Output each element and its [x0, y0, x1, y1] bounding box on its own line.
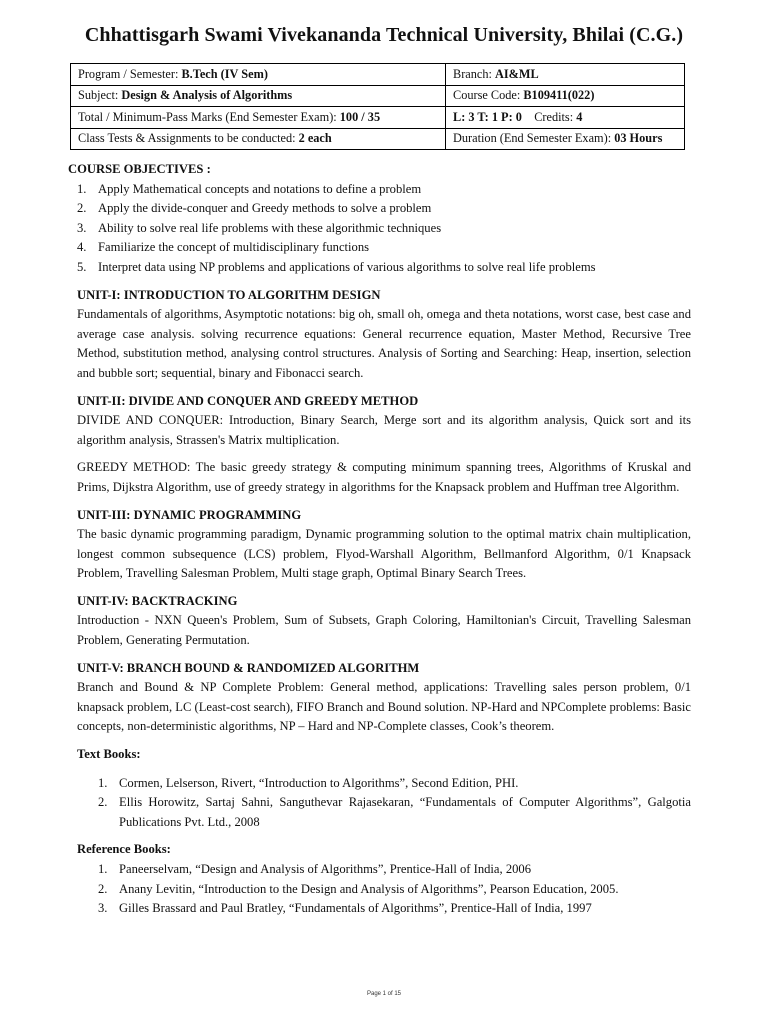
branch-value: AI&ML — [495, 66, 539, 81]
item-text: Gilles Brassard and Paul Bratley, “Fundamentals of Algorithms”, Prentice-Hall of India, 1997 — [119, 901, 592, 916]
ltp-value: L: 3 T: 1 P: 0 — [453, 109, 522, 124]
table-row — [71, 128, 685, 150]
list-item — [77, 238, 691, 258]
item-text: Anany Levitin, “Introduction to the Design and Analysis of Algorithms”, Pearson Education, 2005. — [119, 881, 619, 896]
table-row — [71, 64, 685, 86]
duration-label: Duration (End Semester Exam): — [453, 131, 615, 146]
credits-label: Credits: — [534, 109, 577, 124]
item-text: Ability to solve real life problems with these algorithmic techniques — [98, 220, 442, 235]
duration-value: 03 Hours — [614, 131, 663, 146]
branch-cell — [446, 64, 685, 86]
unit-2-greedy-paragraph: GREEDY METHOD: The basic greedy strategy & computing minimum spanning trees, Algorithms of Kruskal and Prims, Dijkstra Algorithm, use of greedy strategy in algorithms for the Knapsack problem and Huffman tree Algorithm. — [77, 460, 691, 494]
marks-cell — [71, 107, 446, 129]
item-number: 1. — [77, 181, 87, 196]
list-item — [77, 880, 691, 900]
item-number: 1. — [98, 862, 108, 876]
item-text: Apply Mathematical concepts and notations to define a problem — [98, 181, 422, 196]
item-number: 5. — [77, 259, 87, 274]
table-row — [71, 107, 685, 129]
item-number: 2. — [98, 795, 108, 810]
unit-3-paragraph: The basic dynamic programming paradigm, Dynamic programming solution to the optimal matrix chain multiplication, longest common subsequence (LCS) problem, Flyod-Warshall Algorithm, Bellmanford Algorithm, 0/1 Knapsack Problem, Travelling Salesman Problem, Multi stage graph, Optimal Binary Search Trees. — [77, 527, 691, 581]
university-title: Chhattisgarh Swami Vivekananda Technical University, Bhilai (C.G.) — [84, 24, 684, 46]
class-tests-label: Class Tests & Assignments to be conducted: — [78, 131, 299, 146]
objectives-list — [77, 180, 691, 278]
item-number: 4. — [77, 240, 87, 255]
marks-label: Total / Minimum-Pass Marks (End Semester Exam): — [78, 109, 340, 124]
table-row — [71, 85, 685, 107]
marks-value: 100 / 35 — [339, 109, 381, 124]
reference-books-list — [77, 860, 691, 919]
class-tests-value: 2 each — [298, 131, 332, 146]
unit-1-heading: UNIT-I: INTRODUCTION TO ALGORITHM DESIGN — [77, 287, 381, 302]
branch-label: Branch: — [453, 66, 496, 81]
duration-cell — [446, 128, 685, 150]
program-label: Program / Semester: — [78, 66, 182, 81]
course-info-table — [70, 63, 685, 150]
page-number-footer: Page 1 of 15 — [366, 991, 402, 997]
item-number: 1. — [98, 775, 108, 790]
program-cell — [71, 64, 446, 86]
credits-value: 4 — [576, 109, 583, 124]
class-tests-cell — [71, 128, 446, 150]
item-number: 2. — [77, 201, 87, 216]
list-item — [77, 219, 691, 239]
list-item — [77, 793, 691, 832]
item-number: 3. — [98, 901, 108, 916]
item-text: Apply the divide-conquer and Greedy methods to solve a problem — [98, 201, 432, 216]
item-number: 3. — [77, 220, 87, 235]
syllabus-content — [68, 160, 691, 919]
unit-2-heading: UNIT-II: DIVIDE AND CONQUER AND GREEDY METHOD — [77, 393, 419, 408]
text-books-list — [77, 774, 691, 833]
item-text: Paneerselvam, “Design and Analysis of Algorithms”, Prentice-Hall of India, 2006 — [119, 862, 532, 876]
unit-2-divide-conquer-paragraph: DIVIDE AND CONQUER: Introduction, Binary Search, Merge sort and its algorithm analysis, Quick sort and its algorithm analysis, Strassen's Matrix multiplication. — [77, 413, 691, 447]
list-item — [77, 860, 691, 880]
subject-value: Design & Analysis of Algorithms — [121, 88, 293, 103]
unit-4-paragraph: Introduction - NXN Queen's Problem, Sum of Subsets, Graph Coloring, Hamiltonian's Circuit, Travelling Salesman Problem, Generating Permutation. — [77, 613, 691, 648]
item-text: Cormen, Lelserson, Rivert, “Introduction to Algorithms”, Second Edition, PHI. — [119, 775, 519, 790]
reference-books-heading: Reference Books: — [77, 842, 171, 857]
list-item — [77, 180, 691, 200]
item-number: 2. — [98, 881, 108, 896]
unit-5-heading: UNIT-V: BRANCH BOUND & RANDOMIZED ALGORITHM — [77, 660, 420, 675]
credits-cell — [446, 107, 685, 129]
subject-cell — [71, 85, 446, 107]
unit-1-paragraph: Fundamentals of algorithms, Asymptotic notations: big oh, small oh, omega and theta notations, worst case, best case and average case analysis. solving recurrence equations: General recurrence equation, Master Method, Recursive Tree Method, substitution method, analysing control structures. Analysis of Sorting and Searching: Heap, insertion, selection and bubble sort; sequential, binary and Fibonacci search. — [77, 307, 691, 380]
list-item — [77, 199, 691, 219]
text-books-heading: Text Books: — [77, 747, 141, 762]
program-value: B.Tech (IV Sem) — [181, 66, 268, 81]
item-text: Ellis Horowitz, Sartaj Sahni, Sanguthevar Rajasekaran, “Fundamentals of Computer Algorithms”, Galgotia Publications Pvt. Ltd., 2008 — [119, 795, 691, 829]
unit-4-heading: UNIT-IV: BACKTRACKING — [77, 593, 238, 608]
course-code-label: Course Code: — [453, 88, 524, 103]
list-item — [77, 258, 691, 278]
course-code-value: B109411(022) — [523, 88, 595, 103]
subject-label: Subject: — [78, 88, 122, 103]
list-item — [77, 899, 691, 919]
objectives-heading: COURSE OBJECTIVES : — [68, 162, 211, 176]
item-text: Familiarize the concept of multidisciplinary functions — [98, 240, 370, 255]
unit-5-paragraph: Branch and Bound & NP Complete Problem: General method, applications: Travelling sales person problem, 0/1 knapsack problem, LC (Least-cost search), FIFO Branch and Bound solution. NP-Hard and NPComplete problems: Basic concepts, non-deterministic algorithms, NP – Hard and NP-Complete classes, Cook’s theorem. — [77, 680, 691, 734]
course-code-cell — [446, 85, 685, 107]
unit-3-heading: UNIT-III: DYNAMIC PROGRAMMING — [77, 507, 302, 522]
list-item — [77, 774, 691, 794]
item-text: Interpret data using NP problems and applications of various algorithms to solve real life problems — [98, 259, 596, 274]
